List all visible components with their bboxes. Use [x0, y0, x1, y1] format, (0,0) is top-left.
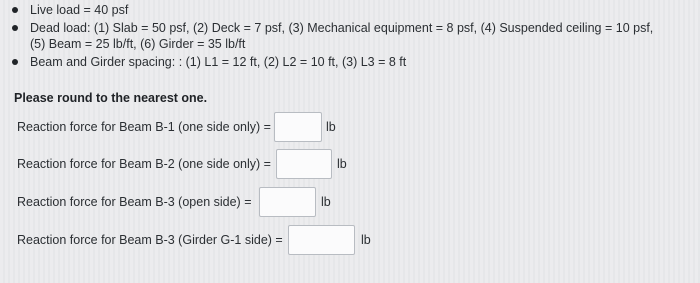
rounding-instruction: Please round to the nearest one. — [14, 91, 208, 105]
bullet-text-continued: (5) Beam = 25 lb/ft, (6) Girder = 35 lb/ft — [30, 37, 246, 51]
bullet-live-load — [8, 2, 688, 18]
unit-label-b1: lb — [326, 120, 336, 134]
bullet-icon — [12, 25, 18, 31]
question-label-b3-girder: Reaction force for Beam B-3 (Girder G-1 side) = — [17, 233, 283, 247]
question-label-b3-open: Reaction force for Beam B-3 (open side) = — [17, 195, 252, 209]
bullet-icon — [12, 7, 18, 13]
unit-label-b3-open: lb — [321, 195, 331, 209]
answer-input-b3-girder[interactable] — [288, 225, 355, 255]
answer-input-b1[interactable] — [274, 112, 322, 142]
bullet-text: Live load = 40 psf — [30, 3, 129, 17]
given-data-list — [8, 2, 688, 70]
bullet-icon — [12, 59, 18, 65]
bullet-text: Beam and Girder spacing: : (1) L1 = 12 ft, (2) L2 = 10 ft, (3) L3 = 8 ft — [30, 55, 407, 69]
unit-label-b2: lb — [337, 157, 347, 171]
bullet-text: Dead load: (1) Slab = 50 psf, (2) Deck = 7 psf, (3) Mechanical equipment = 8 psf, (4) Suspended ceiling = 10 psf, — [30, 21, 654, 35]
answer-input-b2[interactable] — [276, 149, 332, 179]
bullet-spacing — [8, 54, 688, 70]
question-label-b2: Reaction force for Beam B-2 (one side only) = — [17, 157, 271, 171]
question-label-b1: Reaction force for Beam B-1 (one side only) = — [17, 120, 271, 134]
unit-label-b3-girder: lb — [361, 233, 371, 247]
answer-input-b3-open[interactable] — [259, 187, 316, 217]
bullet-dead-load — [8, 20, 688, 52]
